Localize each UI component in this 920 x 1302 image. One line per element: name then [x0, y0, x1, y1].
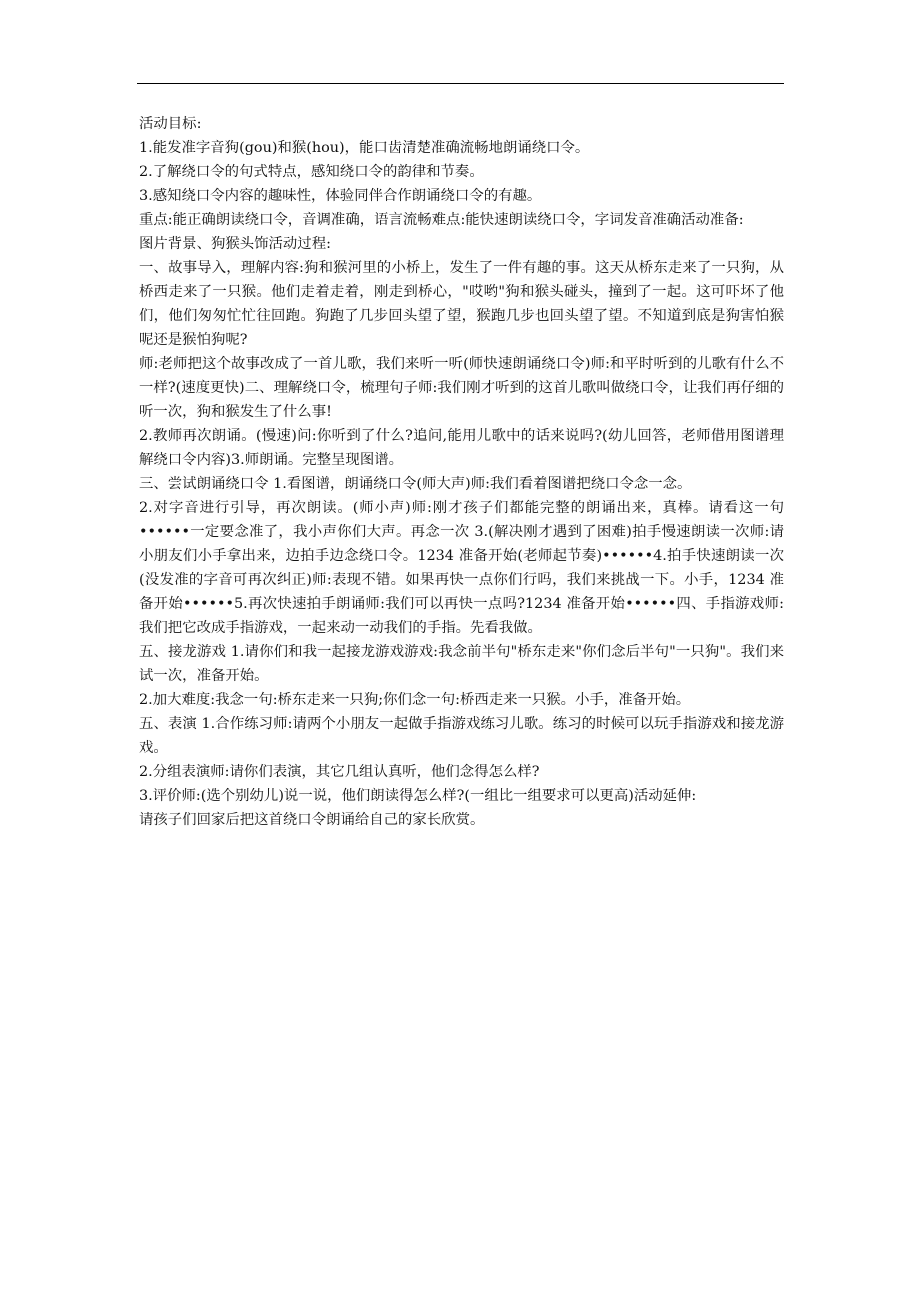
paragraph-objective-3: 3.感知绕口令内容的趣味性，体验同伴合作朗诵绕口令的有趣。	[139, 188, 542, 204]
paragraph-increase-difficulty: 2.加大难度:我念一句:桥东走来一只狗;你们念一句:桥西走来一只猴。小手，准备开始。	[139, 692, 691, 708]
paragraph-story-intro: 一、故事导入，理解内容:狗和猴河里的小桥上，发生了一件有趣的事。这天从桥东走来了一只狗，从桥西走来了一只猴。他们走着走着，刚走到桥心，"哎哟"狗和猴头碰头，撞到了一起。这可吓坏了他们，他们匆匆忙忙往回跑。狗跑了几步回头望了望，猴跑几步也回头望了望。不知道到底是狗害怕猴呢还是猴怕狗呢?	[139, 260, 784, 348]
paragraph-try-recite: 三、尝试朗诵绕口令 1.看图谱，朗诵绕口令(师大声)师:我们看着图谱把绕口令念一念。	[139, 476, 692, 492]
paragraph-group-performance: 2.分组表演师:请你们表演，其它几组认真听，他们念得怎么样?	[139, 764, 540, 780]
paragraph-materials: 图片背景、狗猴头饰活动过程:	[139, 236, 331, 252]
paragraph-evaluation: 3.评价师:(选个别幼儿)说一说，他们朗读得怎么样?(一组比一组要求可以更高)活动延伸:	[139, 788, 697, 804]
paragraph-teacher-story: 师:老师把这个故事改成了一首儿歌，我们来听一听(师快速朗诵绕口令)师:和平时听到的儿歌有什么不一样?(速度更快)二、理解绕口令，梳理句子师:我们刚才听到的这首儿歌叫做绕口令，让我们再仔细的听一次，狗和猴发生了什么事!	[139, 356, 784, 420]
header-rule	[137, 83, 784, 84]
paragraph-pronunciation-guide: 2.对字音进行引导，再次朗读。(师小声)师:刚才孩子们都能完整的朗诵出来，真棒。请看这一句••••••一定要念准了，我小声你们大声。再念一次 3.(解决刚才遇到了困难)拍手慢速朗读一次师:请小朋友们小手拿出来，边拍手边念绕口令。1234 准备开始(老师起节奏)••••••4.拍手快速朗读一次(没发准的字音可再次纠正)师:表现不错。如果再快一点你们行吗，我们来挑战一下。小手，1234 准备开始••••••5.再次快速拍手朗诵师:我们可以再快一点吗?1234 准备开始••••••四、手指游戏师:我们把它改成手指游戏，一起来动一动我们的手指。先看我做。	[139, 500, 784, 636]
paragraph-extension: 请孩子们回家后把这首绕口令朗诵给自己的家长欣赏。	[139, 812, 485, 828]
paragraph-relay-game: 五、接龙游戏 1.请你们和我一起接龙游戏游戏:我念前半句"桥东走来"你们念后半句"一只狗"。我们来试一次，准备开始。	[139, 644, 784, 684]
paragraph-objective-2: 2.了解绕口令的句式特点，感知绕口令的韵律和节奏。	[139, 164, 484, 180]
paragraph-objectives-heading: 活动目标:	[139, 116, 202, 132]
paragraph-key-points: 重点:能正确朗读绕口令，音调准确，语言流畅难点:能快速朗读绕口令，字词发音准确活动准备:	[139, 212, 744, 228]
paragraph-performance: 五、表演 1.合作练习师:请两个小朋友一起做手指游戏练习儿歌。练习的时候可以玩手指游戏和接龙游戏。	[139, 716, 784, 756]
paragraph-objective-1: 1.能发准字音狗(gou)和猴(hou)，能口齿清楚准确流畅地朗诵绕口令。	[139, 140, 590, 156]
document-body	[139, 112, 784, 832]
paragraph-recite-again: 2.教师再次朗诵。(慢速)问:你听到了什么?追问,能用儿歌中的话来说吗?(幼儿回答，老师借用图谱理解绕口令内容)3.师朗诵。完整呈现图谱。	[139, 428, 784, 468]
